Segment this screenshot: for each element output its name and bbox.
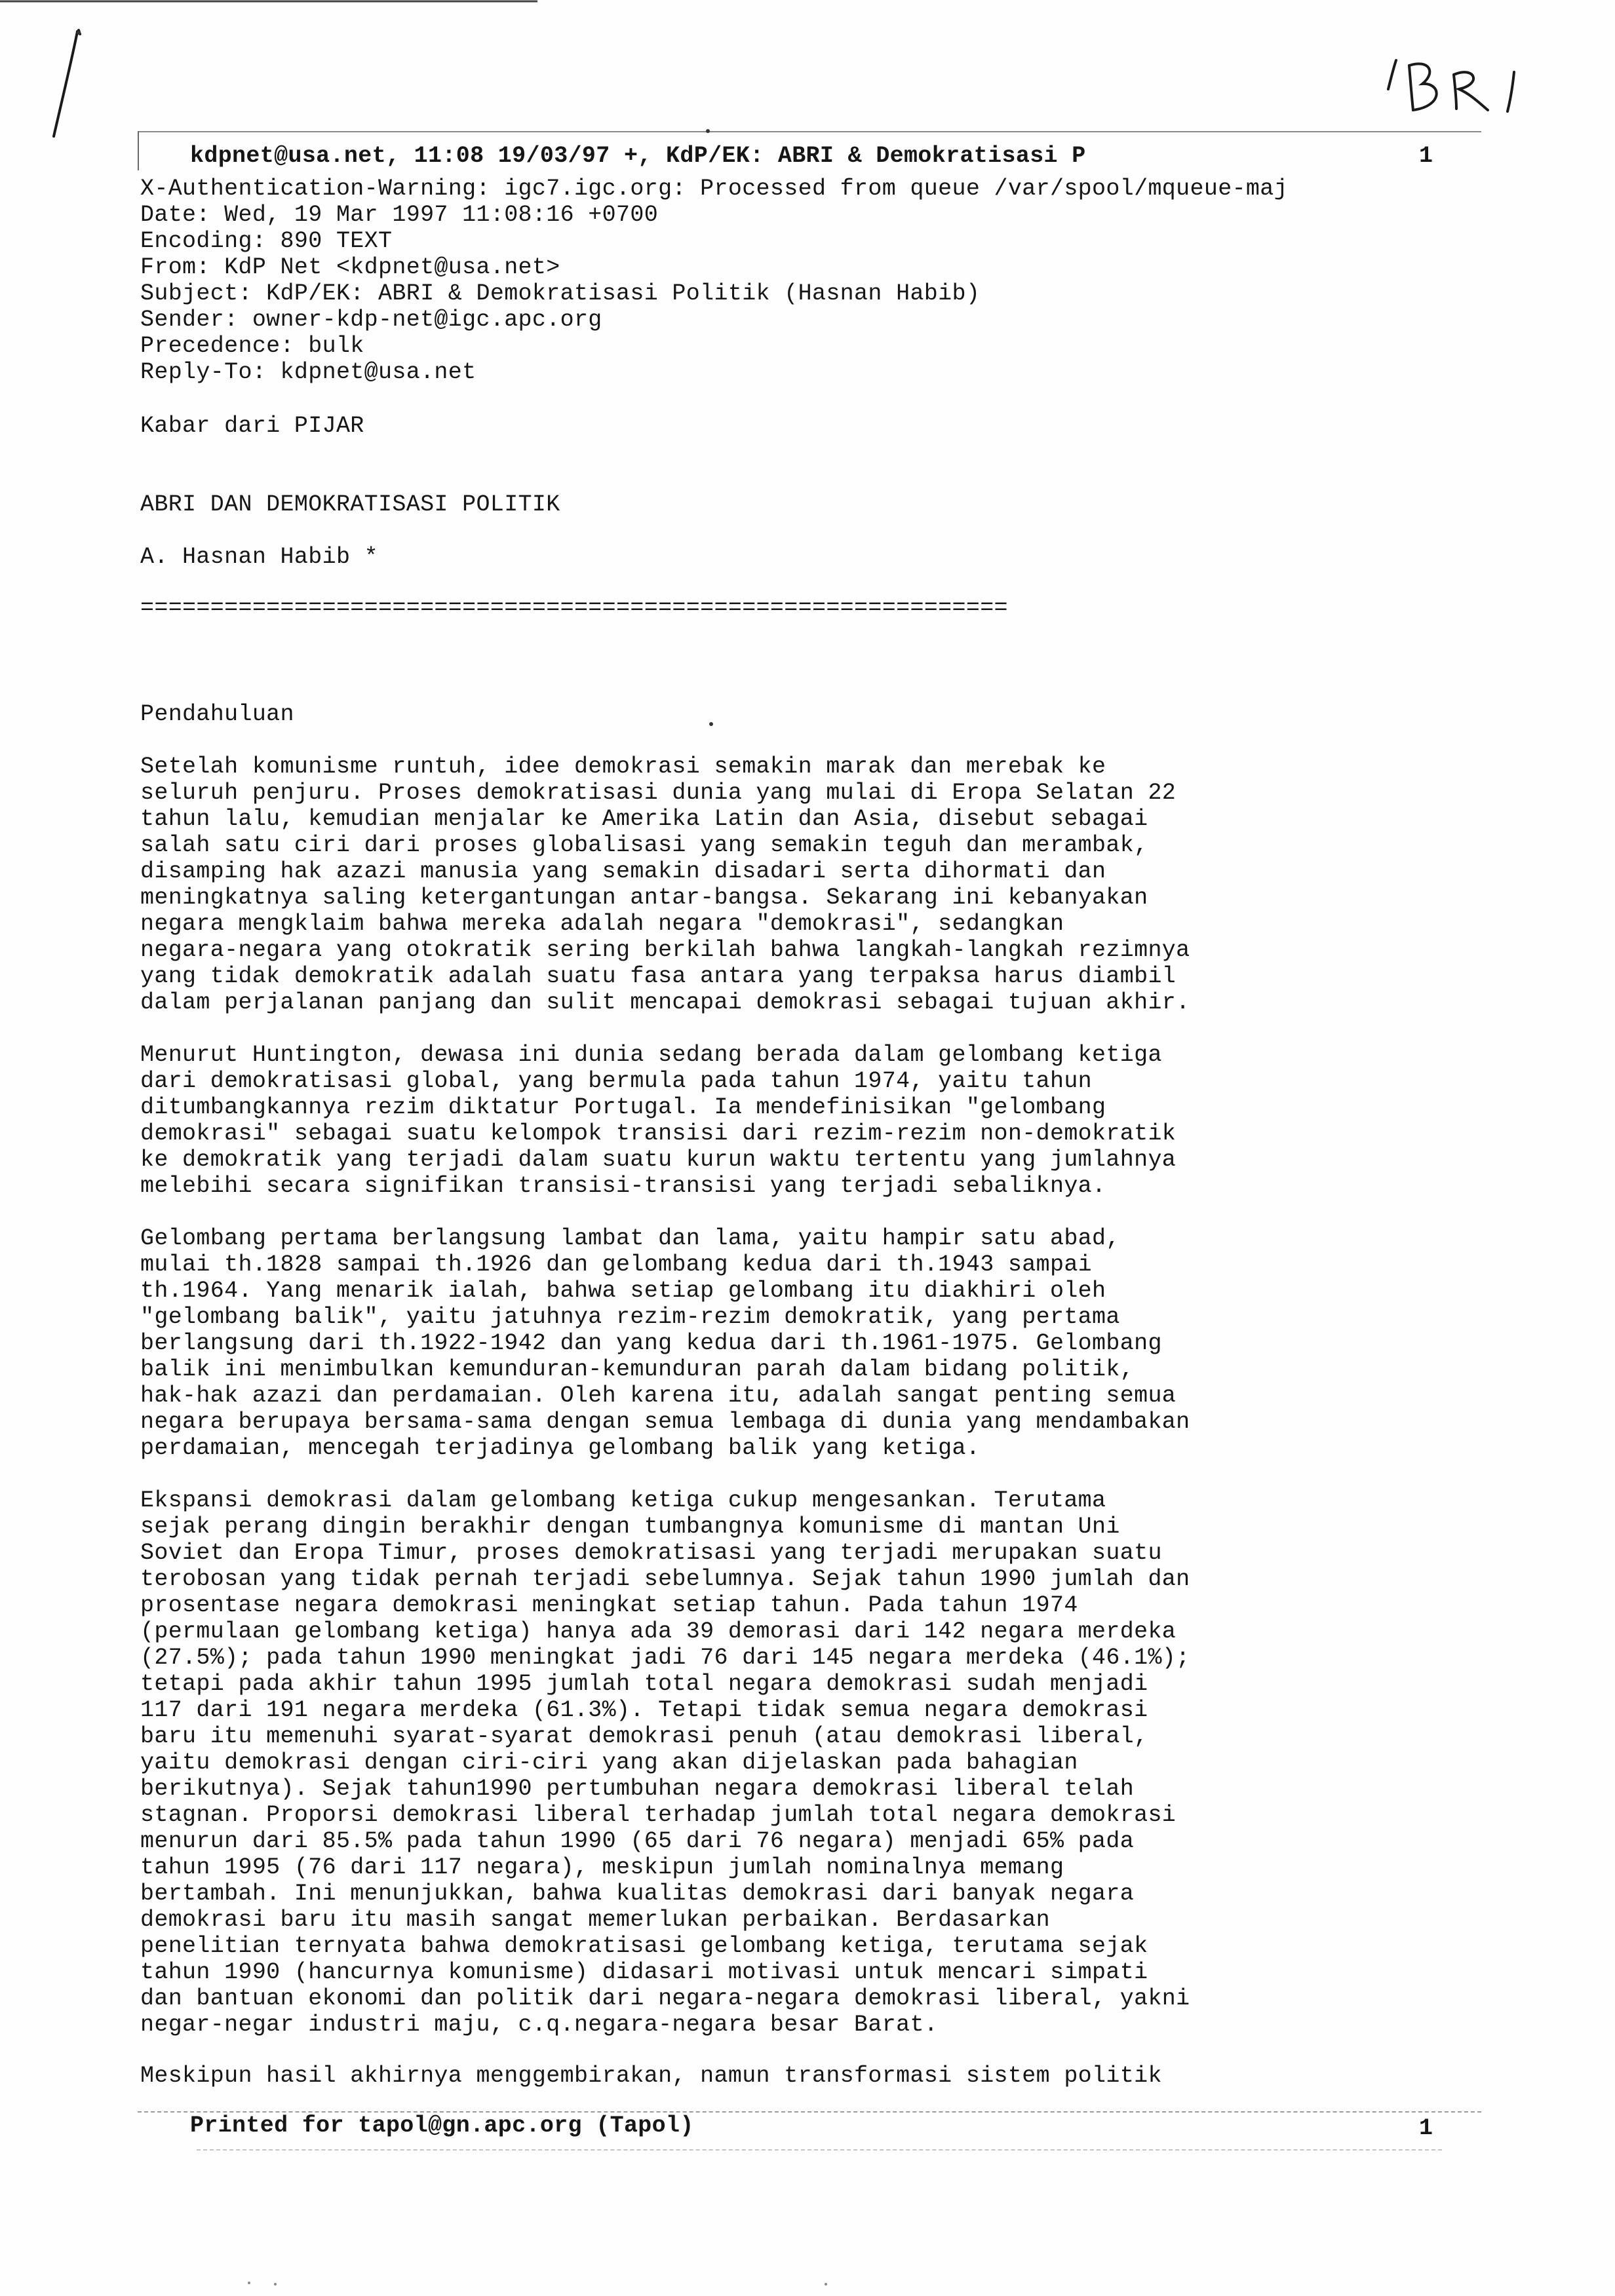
page-number-bottom: 1 xyxy=(1419,2115,1433,2141)
email-headers xyxy=(140,176,1288,385)
source-line: Kabar dari PIJAR xyxy=(140,413,364,439)
header-from: From: KdP Net <kdpnet@usa.net> xyxy=(140,254,560,280)
header-rule xyxy=(138,131,1481,132)
article-title: ABRI DAN DEMOKRATISASI POLITIK xyxy=(140,491,560,518)
header-rule-left xyxy=(138,131,139,170)
paragraph-1: Setelah komunisme runtuh, idee demokrasi semakin marak dan merebak ke seluruh penjuru. Proses demokratisasi dunia yang mulai di Eropa Selatan 22 tahun lalu, kemudian menjalar ke Amerika Latin dan Asia, disebut sebagai salah satu ciri dari proses globalisasi yang semakin teguh dan merambak, disamping hak azazi manusia yang semakin disadari serta dihormati dan meningkatnya saling ketergantungan antar-bangsa. Sekarang ini kebanyakan negara mengklaim bahwa mereka adalah negara "demokrasi", sedangkan negara-negara yang otokratik sering berkilah bahwa langkah-langkah rezimnya yang tidak demokratik adalah suatu fasa antara yang terpaksa harus diambil dalam perjalanan panjang dan sulit mencapai demokrasi sebagai tujuan akhir. xyxy=(140,754,1190,1016)
handwritten-reference-mark xyxy=(1383,46,1560,118)
paragraph-3: Gelombang pertama berlangsung lambat dan lama, yaitu hampir satu abad, mulai th.1828 sampai th.1926 dan gelombang kedua dari th.1943 sampai th.1964. Yang menarik ialah, bahwa setiap gelombang itu diakhiri oleh "gelombang balik", yaitu jatuhnya rezim-rezim demokratik, yang pertama berlangsung dari th.1922-1942 dan yang kedua dari th.1961-1975. Gelombang balik ini menimbulkan kemunduran-kemunduran parah dalam bidang politik, hak-hak azazi dan perdamaian. Oleh karena itu, adalah sangat penting semua negara berupaya bersama-sama dengan semua lembaga di dunia yang mendambakan perdamaian, mencegah terjadinya gelombang balik yang ketiga. xyxy=(140,1225,1190,1461)
header-date: Date: Wed, 19 Mar 1997 11:08:16 +0700 xyxy=(140,202,659,228)
paragraph-2: Menurut Huntington, dewasa ini dunia sedang berada dalam gelombang ketiga dari demokratisasi global, yang bermula pada tahun 1974, yaitu tahun ditumbangkannya rezim diktatur Portugal. Ia mendefinisikan "gelombang demokrasi" sebagai suatu kelompok transisi dari rezim-rezim non-demokratik ke demokratik yang terjadi dalam suatu kurun waktu tertentu yang jumlahnya melebihi secara signifikan transisi-transisi yang terjadi sebaliknya. xyxy=(140,1042,1177,1199)
handwritten-slash-mark xyxy=(39,26,92,144)
message-header-title: kdpnet@usa.net, 11:08 19/03/97 +, KdP/EK: ABRI & Demokratisasi P xyxy=(190,143,1086,169)
header-precedence: Precedence: bulk xyxy=(140,333,364,359)
header-x-authentication-warning: X-Authentication-Warning: igc7.igc.org: Processed from queue /var/spool/mqueue-maj xyxy=(140,176,1288,202)
header-encoding: Encoding: 890 TEXT xyxy=(140,228,393,254)
author-line: A. Hasnan Habib * xyxy=(140,544,379,570)
header-sender: Sender: owner-kdp-net@igc.apc.org xyxy=(140,307,602,333)
footer-rule-bottom xyxy=(197,2149,1442,2151)
printed-for-line: Printed for tapol@gn.apc.org (Tapol) xyxy=(190,2113,694,2139)
separator-line: ============================================================== xyxy=(140,595,1008,621)
paragraph-5: Meskipun hasil akhirnya menggembirakan, namun transformasi sistem politik xyxy=(140,2063,1162,2089)
section-heading: Pendahuluan xyxy=(140,701,294,727)
page-number-top: 1 xyxy=(1419,143,1433,169)
header-reply-to: Reply-To: kdpnet@usa.net xyxy=(140,359,477,385)
paragraph-4: Ekspansi demokrasi dalam gelombang ketiga cukup mengesankan. Terutama sejak perang dingin berakhir dengan tumbangnya komunisme di mantan Uni Soviet dan Eropa Timur, proses demokratisasi yang terjadi merupakan suatu terobosan yang tidak pernah terjadi sebelumnya. Sejak tahun 1990 jumlah dan prosentase negara demokrasi meningkat setiap tahun. Pada tahun 1974 (permulaan gelombang ketiga) hanya ada 39 demorasi dari 142 negara merdeka (27.5%); pada tahun 1990 meningkat jadi 76 dari 145 negara merdeka (46.1%); tetapi pada akhir tahun 1995 jumlah total negara demokrasi sudah menjadi 117 dari 191 negara merdeka (61.3%). Tetapi tidak semua negara demokrasi baru itu memenuhi syarat-syarat demokrasi penuh (atau demokrasi liberal, yaitu demokrasi dengan ciri-ciri yang akan dijelaskan pada bahagian berikutnya). Sejak tahun1990 pertumbuhan negara demokrasi liberal telah stagnan. Proporsi demokrasi liberal terhadap jumlah total negara demokrasi menurun dari 85.5% pada tahun 1990 (65 dari 76 negara) menjadi 65% pada tahun 1995 (76 dari 117 negara), meskipun jumlah nominalnya memang bertambah. Ini menunjukkan, bahwa kualitas demokrasi dari banyak negara demokrasi baru itu masih sangat memerlukan perbaikan. Berdasarkan penelitian ternyata bahwa demokratisasi gelombang ketiga, terutama sejak tahun 1990 (hancurnya komunisme) didasari motivasi untuk mencari simpati dan bantuan ekonomi dan politik dari negara-negara demokrasi liberal, yakni negar-negar industri maju, c.q.negara-negara besar Barat. xyxy=(140,1487,1190,2038)
header-subject: Subject: KdP/EK: ABRI & Demokratisasi Politik (Hasnan Habib) xyxy=(140,280,981,307)
